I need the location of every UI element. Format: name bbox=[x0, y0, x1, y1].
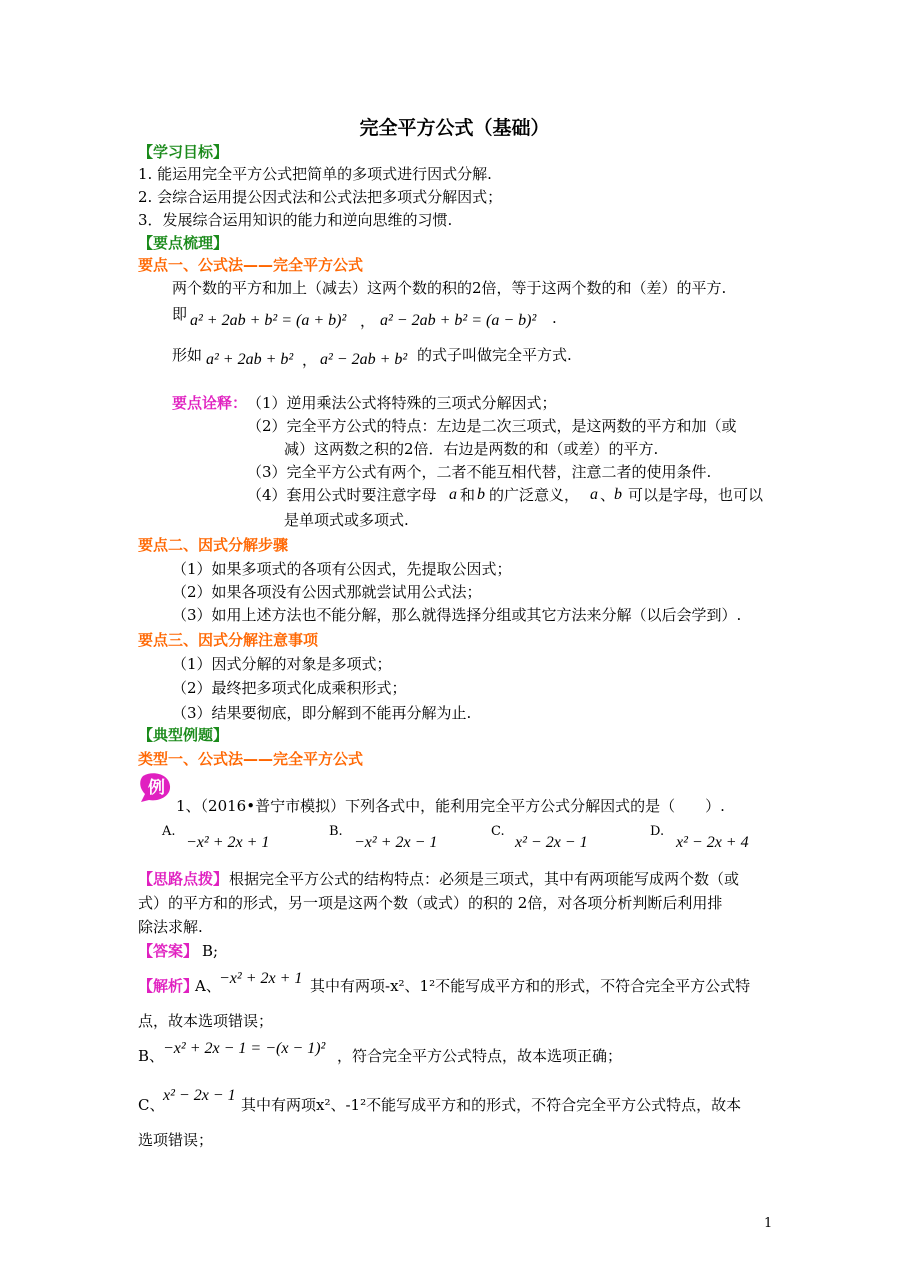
xingru-tail: 的式子叫做完全平方式. bbox=[417, 346, 572, 364]
note-tail: 可以是字母，也可以 bbox=[628, 486, 764, 504]
option-label: B. bbox=[329, 824, 343, 839]
hint-line: 根据完全平方公式的结构特点：必须是三项式，其中有两项能写成两个数（或 bbox=[229, 870, 740, 888]
answer-label: 【答案】 bbox=[138, 942, 199, 960]
point1-heading: 要点一、公式法——完全平方公式 bbox=[138, 256, 364, 274]
option-label: A. bbox=[162, 824, 176, 839]
analysis-label: 【解析】 bbox=[138, 977, 199, 995]
note-item: （3）完全平方公式有两个，二者不能互相代替，注意二者的使用条件. bbox=[247, 463, 712, 481]
note-and: 和 bbox=[460, 486, 476, 504]
formula-diff-square: a² − 2ab + b² = (a − b)² bbox=[380, 312, 537, 329]
point3-item: （1）因式分解的对象是多项式； bbox=[172, 655, 392, 673]
note-meaning: 的广泛意义， bbox=[489, 486, 580, 504]
analysis-a-text2: 点，故本选项错误； bbox=[138, 1012, 274, 1030]
notes-label: 要点诠释： bbox=[172, 394, 248, 412]
note-item: 是单项式或多项式. bbox=[284, 511, 409, 529]
formula-intro: 即 bbox=[172, 305, 188, 323]
badge-char: 例 bbox=[148, 778, 165, 798]
note-item: （4）套用公式时要注意字母 bbox=[247, 486, 437, 504]
analysis-a-text: 其中有两项-x²、1²不能写成平方和的形式，不符合完全平方公式特 bbox=[310, 977, 751, 995]
analysis-c-text2: 选项错误； bbox=[138, 1131, 214, 1149]
answer-value: B; bbox=[202, 942, 219, 960]
option-label: D. bbox=[650, 824, 665, 839]
note-sep: 、 bbox=[600, 486, 616, 504]
page-title: 完全平方公式（基础） bbox=[359, 117, 550, 139]
comma: ， bbox=[360, 312, 376, 330]
analysis-c-expr: x² − 2x − 1 bbox=[163, 1087, 236, 1104]
analysis-b-prefix: B、 bbox=[138, 1047, 165, 1065]
point2-item: （1）如果多项式的各项有公因式，先提取公因式； bbox=[172, 560, 512, 578]
hint-label: 【思路点拨】 bbox=[138, 870, 229, 888]
question-1: 1、（2016•普宁市模拟）下列各式中，能利用完全平方公式分解因式的是（ ）. bbox=[176, 797, 725, 815]
point3-item: （2）最终把多项式化成乘积形式； bbox=[172, 679, 407, 697]
goal-item: 2. 会综合运用提公因式法和公式法把多项式分解因式； bbox=[138, 188, 503, 206]
hint-line: 式）的平方和的形式，另一项是这两个数（或式）的积的 2倍，对各项分析判断后利用排 bbox=[138, 894, 723, 912]
note-item: （1）逆用乘法公式将特殊的三项式分解因式； bbox=[247, 394, 557, 412]
note-item: （2）完全平方公式的特点：左边是二次三项式，是这两数的平方和加（或 bbox=[247, 417, 737, 435]
page-number: 1 bbox=[764, 1216, 773, 1231]
analysis-a-prefix: A、 bbox=[195, 977, 221, 995]
option-a-expr: −x² + 2x + 1 bbox=[186, 834, 270, 851]
type1-heading: 类型一、公式法——完全平方公式 bbox=[138, 750, 364, 768]
var-b: b bbox=[614, 486, 622, 503]
example-badge-icon bbox=[139, 772, 173, 802]
point2-item: （2）如果各项没有公因式那就尝试用公式法； bbox=[172, 583, 482, 601]
analysis-c-text: 其中有两项x²、-1²不能写成平方和的形式，不符合完全平方公式特点，故本 bbox=[241, 1096, 742, 1114]
point2-item: （3）如用上述方法也不能分解，那么就得选择分组或其它方法来分解（以后会学到）. bbox=[172, 606, 742, 624]
analysis-b-expr: −x² + 2x − 1 = −(x − 1)² bbox=[163, 1040, 326, 1057]
goal-item: 1. 能运用完全平方公式把简单的多项式进行因式分解. bbox=[138, 165, 492, 183]
var-b: b bbox=[477, 486, 485, 503]
xingru-label: 形如 bbox=[172, 346, 203, 364]
var-a: a bbox=[590, 486, 598, 503]
option-label: C. bbox=[491, 824, 505, 839]
period: . bbox=[552, 309, 557, 327]
key-points-heading: 【要点梳理】 bbox=[138, 234, 229, 252]
perfect-square-form-2: a² − 2ab + b² bbox=[320, 351, 408, 368]
point1-text: 两个数的平方和加上（减去）这两个数的积的2倍，等于这两个数的和（差）的平方. bbox=[172, 279, 727, 297]
note-item: 减）这两数之积的2倍．右边是两数的和（或差）的平方. bbox=[284, 440, 659, 458]
point3-item: （3）结果要彻底，即分解到不能再分解为止. bbox=[172, 704, 472, 722]
learning-goals-heading: 【学习目标】 bbox=[138, 143, 229, 161]
point3-heading: 要点三、因式分解注意事项 bbox=[138, 631, 319, 649]
point2-heading: 要点二、因式分解步骤 bbox=[138, 536, 289, 554]
option-c-expr: x² − 2x − 1 bbox=[515, 834, 588, 851]
analysis-c-prefix: C、 bbox=[138, 1096, 165, 1114]
option-d-expr: x² − 2x + 4 bbox=[676, 834, 749, 851]
var-a: a bbox=[449, 486, 457, 503]
analysis-a-expr: −x² + 2x + 1 bbox=[219, 970, 303, 987]
examples-heading: 【典型例题】 bbox=[138, 726, 229, 744]
hint-line: 除法求解. bbox=[138, 918, 203, 936]
option-b-expr: −x² + 2x − 1 bbox=[354, 834, 438, 851]
comma: ， bbox=[302, 351, 318, 369]
analysis-b-text: ，符合完全平方公式特点，故本选项正确； bbox=[337, 1047, 623, 1065]
goal-item: 3．发展综合运用知识的能力和逆向思维的习惯. bbox=[138, 211, 453, 229]
formula-sum-square: a² + 2ab + b² = (a + b)² bbox=[190, 312, 347, 329]
perfect-square-form-1: a² + 2ab + b² bbox=[206, 351, 294, 368]
